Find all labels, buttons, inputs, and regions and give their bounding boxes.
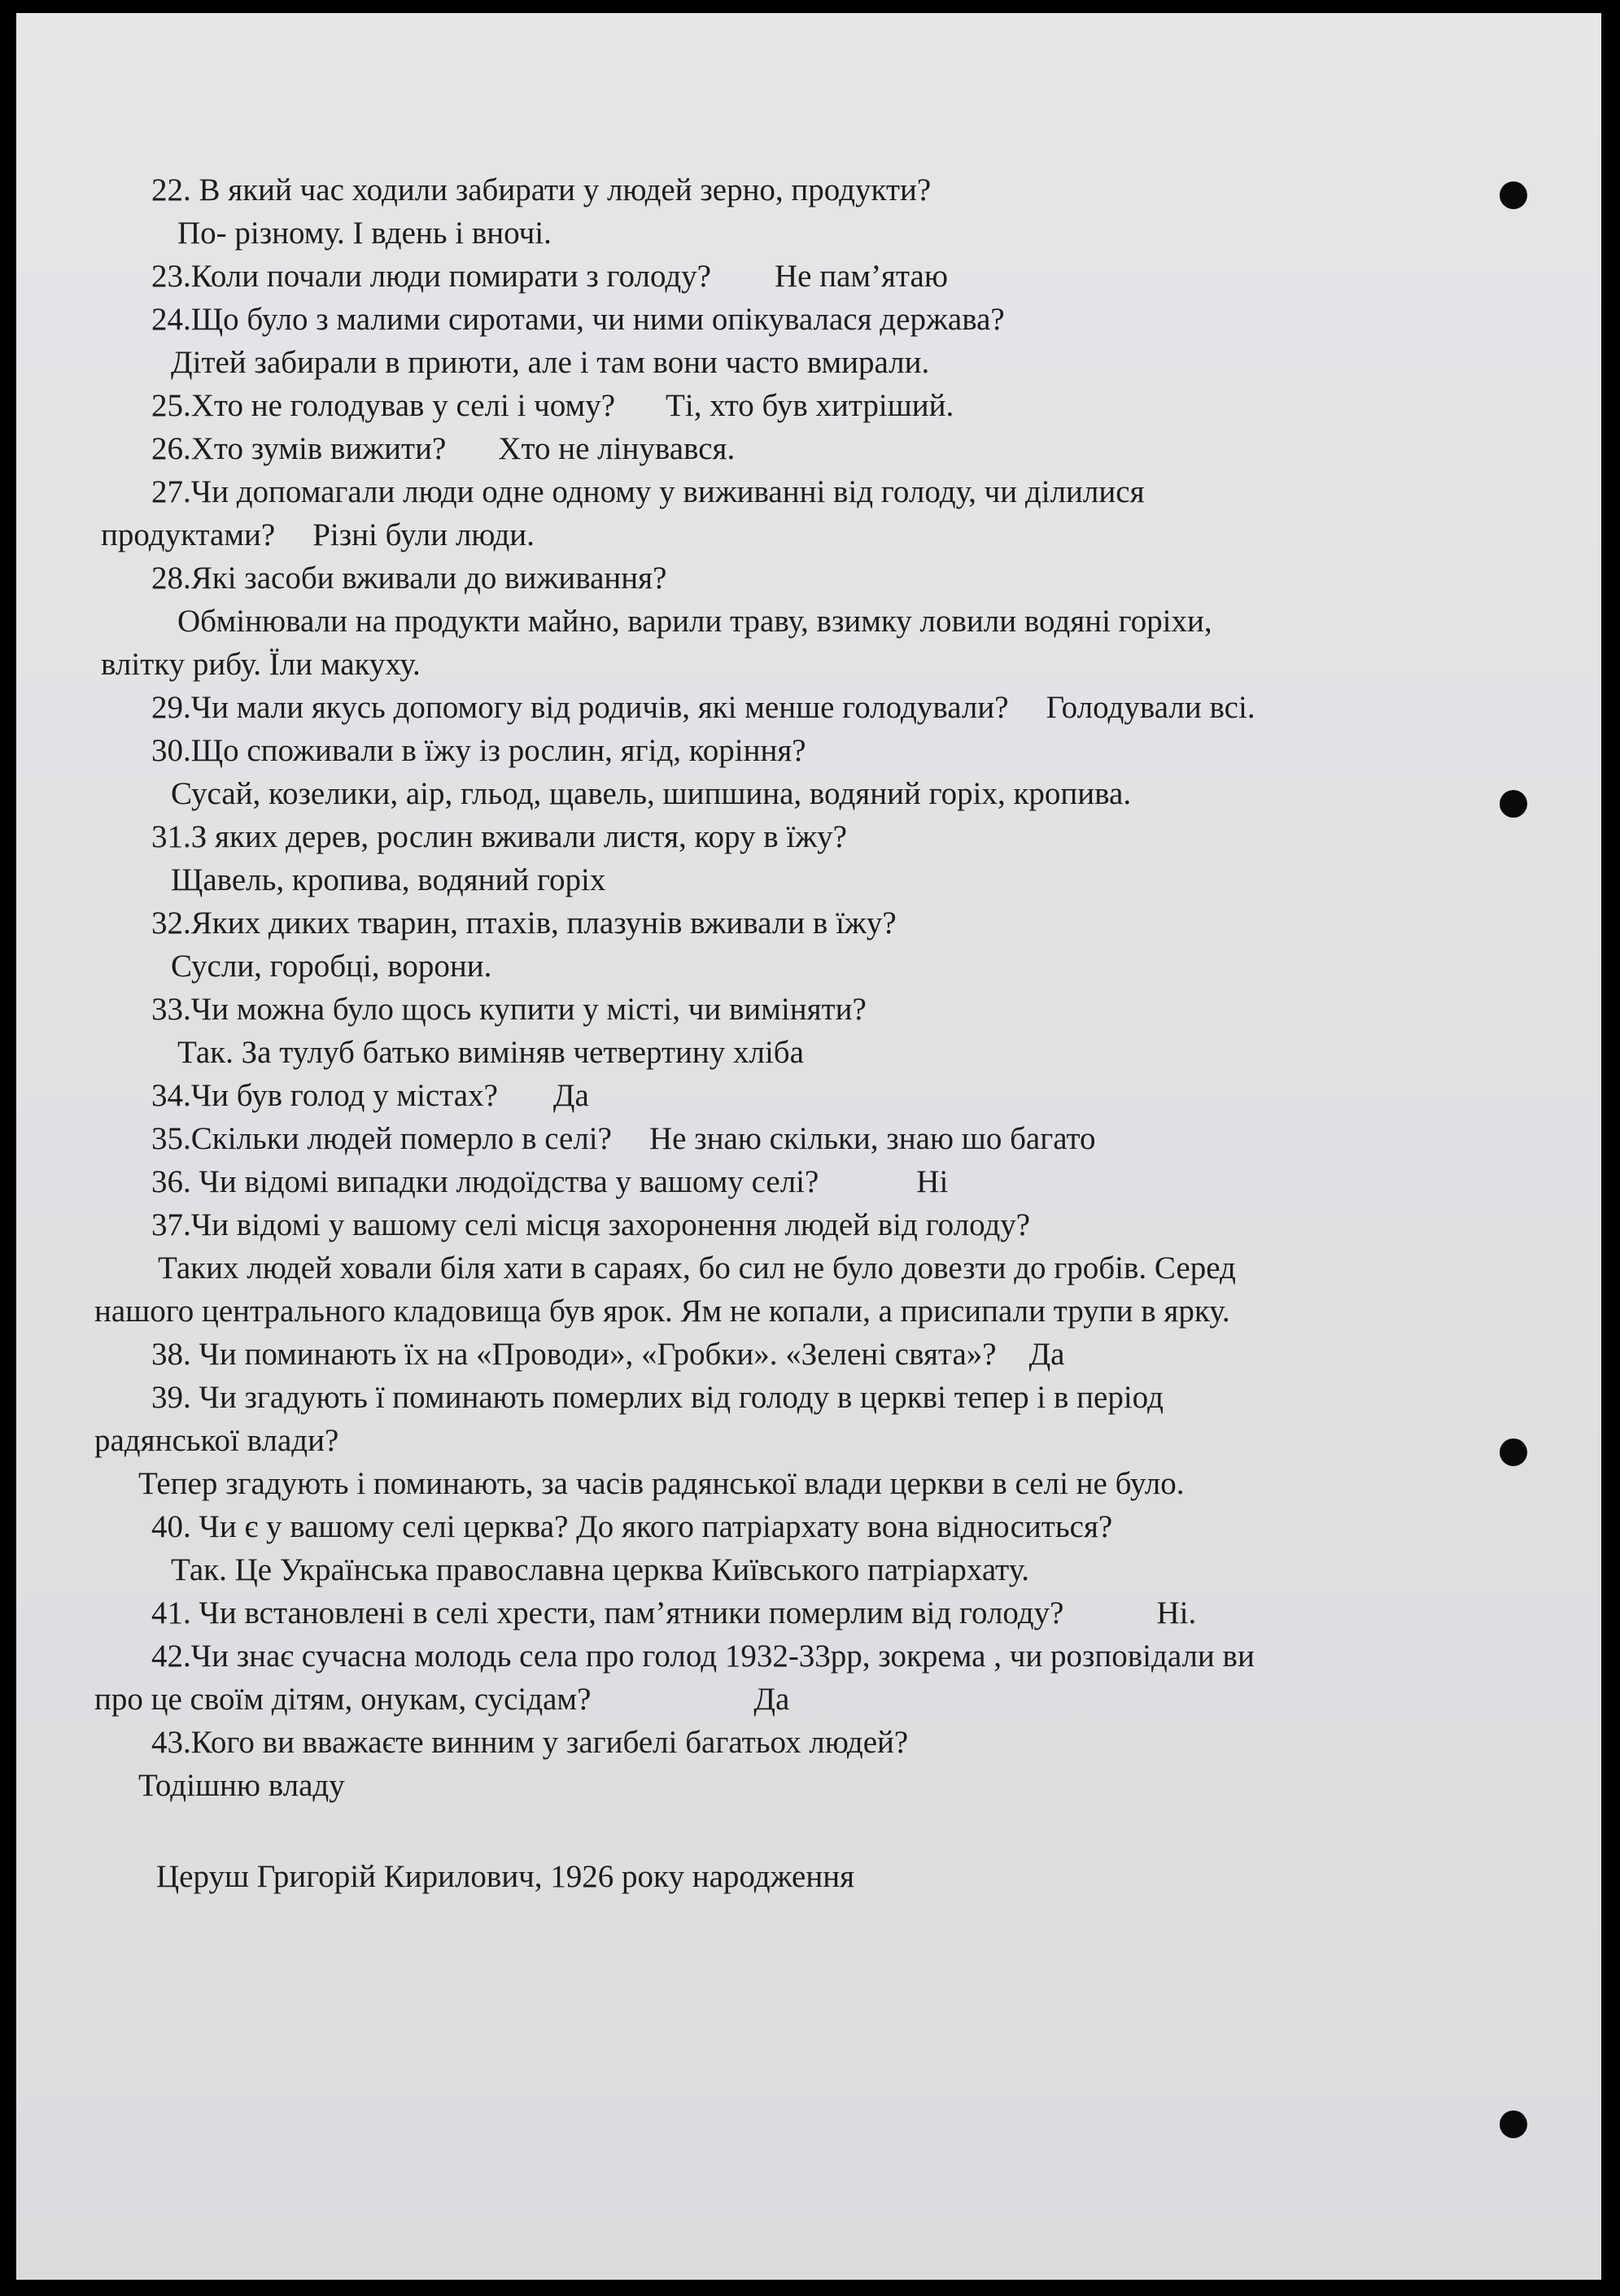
question-43: 43.Кого ви вважаєте винним у загибелі багатьох людей? [151, 1725, 909, 1760]
question-35: 35.Скільки людей померло в селі? Не знаю скільки, знаю шо багато [151, 1121, 1096, 1156]
question-23: 23.Коли почали люди помирати з голоду? Не пам’ятаю [151, 259, 948, 294]
answer-28: Обмінювали на продукти майно, варили траву, взимку ловили водяні горіхи, [177, 604, 1212, 639]
answer-22: По- різному. І вдень і вночі. [177, 216, 552, 251]
question-27-cont: продуктами? Різні були люди. [101, 517, 535, 552]
document-page [16, 13, 1601, 2280]
answer-43: Тодішню владу [138, 1768, 345, 1803]
question-39-cont: радянської влади? [94, 1423, 339, 1458]
question-26: 26.Хто зумів вижити? Хто не лінувався. [151, 431, 736, 466]
answer-38: Да [1028, 1337, 1065, 1372]
question-36: 36. Чи відомі випадки людоїдства у вашому селі? Ні [151, 1164, 949, 1199]
question-22: 22. В який час ходили забирати у людей зерно, продукти? [151, 172, 932, 207]
punch-hole-4 [1500, 2110, 1527, 2138]
question-40: 40. Чи є у вашому селі церква? До якого патріархату вона відноситься? [151, 1509, 1113, 1544]
punch-hole-2 [1500, 790, 1527, 818]
question-42-cont: про це своїм дітям, онукам, сусідам? Да [94, 1682, 790, 1717]
answer-37: Таких людей ховали біля хати в сараях, бо сил не було довезти до гробів. Серед [158, 1251, 1236, 1285]
answer-24: Дітей забирали в приюти, але і там вони часто вмирали. [171, 345, 930, 380]
answer-32: Сусли, горобці, ворони. [171, 949, 492, 984]
question-29: 29.Чи мали якусь допомогу від родичів, які менше голодували? Голодували всі. [151, 690, 1255, 725]
answer-39: Тепер згадують і поминають, за часів радянської влади церкви в селі не було. [138, 1466, 1185, 1501]
question-33: 33.Чи можна було щось купити у місті, чи виміняти? [151, 992, 867, 1027]
question-27: 27.Чи допомагали люди одне одному у виживанні від голоду, чи ділилися [151, 474, 1145, 509]
answer-28-cont: влітку рибу. Їли макуху. [101, 647, 421, 682]
answer-29: Голодували всі. [1046, 690, 1255, 725]
answer-25: Ті, хто був хитріший. [666, 388, 954, 423]
answer-36: Ні [916, 1164, 949, 1199]
answer-31: Щавель, кропива, водяний горіх [171, 862, 606, 897]
punch-hole-1 [1500, 181, 1527, 209]
answer-37-cont: нашого центрального кладовища був ярок. Ям не копали, а присипали трупи в ярку. [94, 1294, 1230, 1329]
question-41: 41. Чи встановлені в селі хрести, пам’ятники померлим від голоду? Ні. [151, 1595, 1197, 1630]
question-32: 32.Яких диких тварин, птахів, плазунів вживали в їжу? [151, 906, 897, 941]
question-39: 39. Чи згадують ї поминають померлих від голоду в церкві тепер і в період [151, 1380, 1164, 1415]
answer-35: Не знаю скільки, знаю шо багато [648, 1121, 1096, 1156]
question-38: 38. Чи поминають їх на «Проводи», «Гробки». «Зелені свята»? Да [151, 1337, 1065, 1372]
question-37: 37.Чи відомі у вашому селі місця захоронення людей від голоду? [151, 1207, 1031, 1242]
answer-42: Да [753, 1682, 790, 1717]
answer-26: Хто не лінувався. [498, 431, 736, 466]
answer-33: Так. За тулуб батько виміняв четвертину хліба [177, 1035, 804, 1070]
question-28: 28.Які засоби вживали до виживання? [151, 561, 667, 596]
answer-30: Сусай, козелики, аір, гльод, щавель, шипшина, водяний горіх, кропива. [171, 776, 1132, 811]
question-31: 31.З яких дерев, рослин вживали листя, кору в їжу? [151, 819, 847, 854]
question-30: 30.Що споживали в їжу із рослин, ягід, коріння? [151, 733, 806, 768]
answer-40: Так. Це Українська православна церква Київського патріархату. [171, 1552, 1030, 1587]
question-42: 42.Чи знає сучасна молодь села про голод 1932-33рр, зокрема , чи розповідали ви [151, 1639, 1255, 1674]
answer-23: Не пам’ятаю [774, 259, 948, 294]
answer-34: Да [552, 1078, 589, 1113]
respondent-signature: Церуш Григорій Кирилович, 1926 року народження [156, 1859, 855, 1894]
question-34: 34.Чи був голод у містах? Да [151, 1078, 589, 1113]
answer-41: Ні. [1156, 1595, 1197, 1630]
question-24: 24.Що було з малими сиротами, чи ними опікувалася держава? [151, 302, 1005, 337]
punch-hole-3 [1500, 1438, 1527, 1466]
answer-27: Різні були люди. [312, 517, 535, 552]
question-25: 25.Хто не голодував у селі і чому? Ті, хто був хитріший. [151, 388, 954, 423]
